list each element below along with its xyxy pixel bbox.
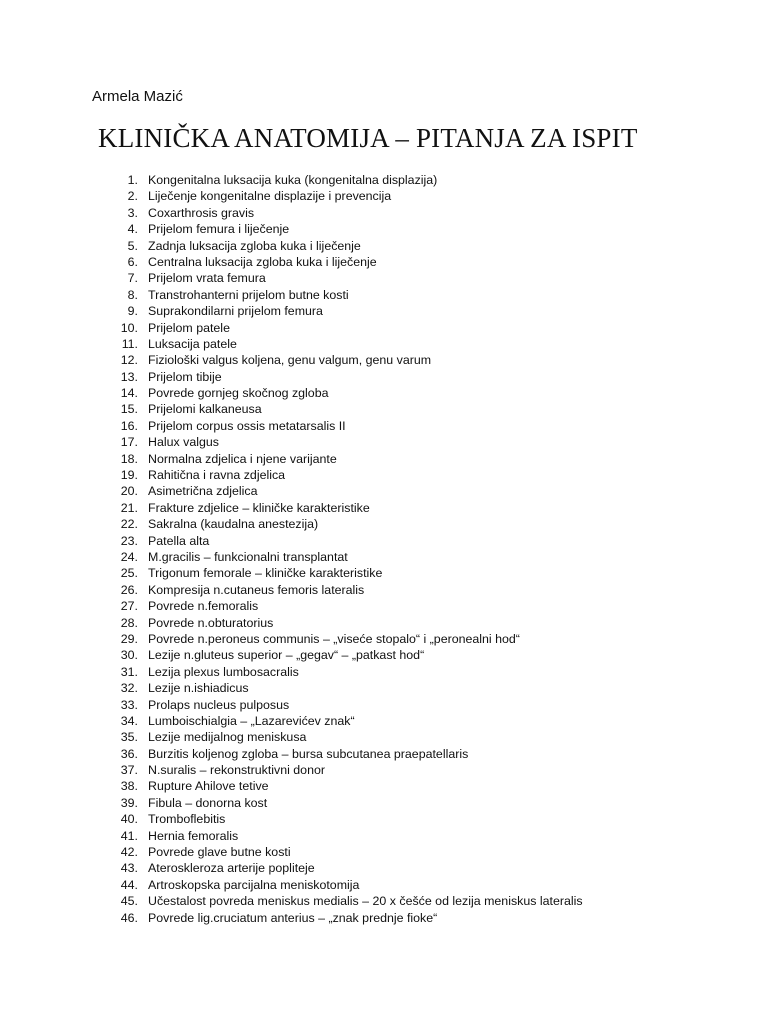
question-number: 34. <box>120 713 138 728</box>
question-text: Prijelom vrata femura <box>148 271 266 286</box>
question-number: 39. <box>120 795 138 810</box>
list-item <box>110 483 583 499</box>
question-text: Prijelom corpus ossis metatarsalis II <box>148 418 346 433</box>
question-number: 4. <box>127 222 138 237</box>
list-item <box>110 287 583 303</box>
question-number: 42. <box>120 845 138 860</box>
question-number: 30. <box>120 648 138 663</box>
question-text: Ateroskleroza arterije popliteje <box>148 861 315 876</box>
question-text: Kongenitalna luksacija kuka (kongenitalna displazija) <box>148 173 438 187</box>
question-text: Povrede lig.cruciatum anterius – „znak prednje fioke“ <box>148 910 438 925</box>
question-text: Učestalost povreda meniskus medialis – 20 x češće od lezija meniskus lateralis <box>148 894 583 909</box>
list-item <box>110 647 583 663</box>
question-number: 10. <box>120 320 138 335</box>
question-text: Povrede gornjeg skočnog zgloba <box>148 386 329 401</box>
question-number: 27. <box>120 599 138 614</box>
list-item <box>110 369 583 385</box>
question-number: 9. <box>127 304 138 319</box>
question-text: Halux valgus <box>148 435 219 450</box>
question-text: Asimetrična zdjelica <box>148 484 258 499</box>
question-text: Patella alta <box>148 533 210 548</box>
list-item <box>110 828 583 844</box>
list-item <box>110 565 583 581</box>
question-number: 12. <box>120 353 138 368</box>
question-list <box>110 172 583 926</box>
list-item <box>110 221 583 237</box>
question-text: Trigonum femorale – kliničke karakteristike <box>148 566 383 581</box>
list-item <box>110 582 583 598</box>
list-item <box>110 238 583 254</box>
question-number: 5. <box>127 238 138 253</box>
question-number: 38. <box>120 779 138 794</box>
question-text: Zadnja luksacija zgloba kuka i liječenje <box>148 238 361 253</box>
question-text: Rupture Ahilove tetive <box>148 779 269 794</box>
list-item <box>110 172 583 188</box>
list-item <box>110 811 583 827</box>
question-number: 36. <box>120 746 138 761</box>
question-text: Lezije medijalnog meniskusa <box>148 730 307 745</box>
list-item <box>110 500 583 516</box>
question-number: 22. <box>120 517 138 532</box>
question-number: 44. <box>120 877 138 892</box>
question-text: Suprakondilarni prijelom femura <box>148 304 323 319</box>
page-title: KLINIČKA ANATOMIJA – PITANJA ZA ISPIT <box>98 123 638 153</box>
question-number: 41. <box>120 828 138 843</box>
question-text: Liječenje kongenitalne displazije i prevencija <box>148 189 392 204</box>
question-number: 3. <box>127 205 138 220</box>
question-text: Prijelomi kalkaneusa <box>148 402 262 417</box>
question-number: 20. <box>120 484 138 499</box>
question-text: Burzitis koljenog zgloba – bursa subcutanea praepatellaris <box>148 746 469 761</box>
list-item <box>110 320 583 336</box>
list-item <box>110 844 583 860</box>
list-item <box>110 778 583 794</box>
question-text: Prijelom femura i liječenje <box>148 222 290 237</box>
question-number: 15. <box>120 402 138 417</box>
question-text: Transtrohanterni prijelom butne kosti <box>148 287 349 302</box>
question-text: Coxarthrosis gravis <box>148 205 255 220</box>
list-item <box>110 303 583 319</box>
question-text: Frakture zdjelice – kliničke karakteristike <box>148 500 370 515</box>
question-number: 6. <box>127 254 138 269</box>
question-number: 25. <box>120 566 138 581</box>
list-item <box>110 598 583 614</box>
question-text: Lezije n.gluteus superior – „gegav“ – „patkast hod“ <box>148 648 425 663</box>
question-number: 24. <box>120 549 138 564</box>
question-number: 26. <box>120 582 138 597</box>
question-number: 23. <box>120 533 138 548</box>
list-item <box>110 680 583 696</box>
list-item <box>110 401 583 417</box>
question-number: 46. <box>120 910 138 925</box>
list-item <box>110 533 583 549</box>
list-item <box>110 467 583 483</box>
question-text: Povrede n.femoralis <box>148 599 259 614</box>
list-item <box>110 336 583 352</box>
question-number: 31. <box>120 664 138 679</box>
question-number: 2. <box>127 189 138 204</box>
list-item <box>110 713 583 729</box>
question-number: 17. <box>120 435 138 450</box>
list-item <box>110 451 583 467</box>
list-item <box>110 385 583 401</box>
question-number: 1. <box>127 173 138 187</box>
question-text: Fibula – donorna kost <box>148 795 268 810</box>
question-number: 29. <box>120 631 138 646</box>
question-number: 40. <box>120 812 138 827</box>
question-number: 8. <box>127 287 138 302</box>
question-text: Normalna zdjelica i njene varijante <box>148 451 337 466</box>
question-number: 18. <box>120 451 138 466</box>
question-number: 16. <box>120 418 138 433</box>
author-name: Armela Mazić <box>92 88 183 105</box>
list-item <box>110 631 583 647</box>
question-text: Tromboflebitis <box>148 812 226 827</box>
question-number: 45. <box>120 894 138 909</box>
question-text: Prolaps nucleus pulposus <box>148 697 290 712</box>
question-number: 21. <box>120 500 138 515</box>
question-text: Hernia femoralis <box>148 828 239 843</box>
list-item <box>110 746 583 762</box>
question-number: 37. <box>120 763 138 778</box>
question-text: Kompresija n.cutaneus femoris lateralis <box>148 582 365 597</box>
list-item <box>110 910 583 926</box>
question-number: 14. <box>120 386 138 401</box>
question-text: Povrede glave butne kosti <box>148 845 291 860</box>
question-text: Centralna luksacija zgloba kuka i liječenje <box>148 254 377 269</box>
list-item <box>110 615 583 631</box>
question-text: Rahitična i ravna zdjelica <box>148 468 286 483</box>
list-item <box>110 352 583 368</box>
question-number: 11. <box>121 336 138 351</box>
question-text: Prijelom patele <box>148 320 230 335</box>
question-text: Artroskopska parcijalna meniskotomija <box>148 877 360 892</box>
question-number: 28. <box>120 615 138 630</box>
question-text: Povrede n.peroneus communis – „viseće stopalo“ i „peronealni hod“ <box>148 631 520 646</box>
question-text: Fiziološki valgus koljena, genu valgum, genu varum <box>148 353 432 368</box>
list-item <box>110 795 583 811</box>
question-text: Sakralna (kaudalna anestezija) <box>148 517 319 532</box>
list-item <box>110 860 583 876</box>
list-item <box>110 188 583 204</box>
question-text: Lezija plexus lumbosacralis <box>148 664 299 679</box>
list-item <box>110 893 583 909</box>
question-text: N.suralis – rekonstruktivni donor <box>148 763 325 778</box>
question-number: 32. <box>120 681 138 696</box>
list-item <box>110 729 583 745</box>
list-item <box>110 762 583 778</box>
list-item <box>110 697 583 713</box>
question-text: Lezije n.ishiadicus <box>148 681 249 696</box>
question-text: M.gracilis – funkcionalni transplantat <box>148 549 348 564</box>
question-number: 13. <box>120 369 138 384</box>
question-number: 35. <box>120 730 138 745</box>
question-text: Luksacija patele <box>148 336 237 351</box>
question-text: Lumboischialgia – „Lazarevićev znak“ <box>148 713 355 728</box>
question-text: Prijelom tibije <box>148 369 222 384</box>
list-item <box>110 205 583 221</box>
list-item <box>110 270 583 286</box>
list-item <box>110 418 583 434</box>
list-item <box>110 877 583 893</box>
question-number: 43. <box>120 861 138 876</box>
list-item <box>110 549 583 565</box>
question-number: 7. <box>127 271 138 286</box>
question-number: 33. <box>120 697 138 712</box>
list-item <box>110 434 583 450</box>
list-item <box>110 664 583 680</box>
question-text: Povrede n.obturatorius <box>148 615 274 630</box>
question-number: 19. <box>120 468 138 483</box>
list-item <box>110 254 583 270</box>
list-item <box>110 516 583 532</box>
